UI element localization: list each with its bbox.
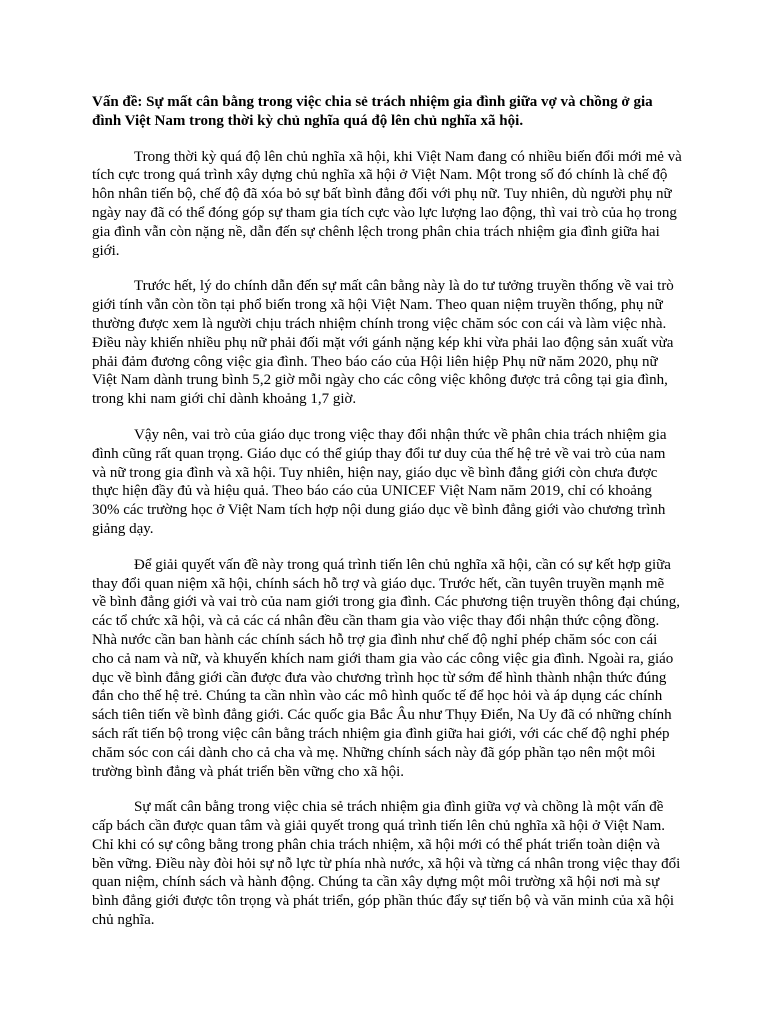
paragraph-education: Vậy nên, vai trò của giáo dục trong việc thay đổi nhận thức về phân chia trách nhiệm gia đình cũng rất quan trọng. Giáo dục có thể giúp thay đổi tư duy của thế hệ trẻ về vai trò của nam và nữ trong gia đình và xã hội. Tuy nhiên, hiện nay, giáo dục về bình đẳng giới còn chưa được thực hiện đầy đủ và hiệu quả. Theo báo cáo của UNICEF Việt Nam năm 2019, chỉ có khoảng 30% các trường học ở Việt Nam tích hợp nội dung giáo dục về bình đẳng giới vào chương trình giảng dạy. — [92, 426, 667, 537]
document-page — [92, 93, 682, 947]
document-title: Vấn đề: Sự mất cân bằng trong việc chia sẻ trách nhiệm gia đình giữa vợ và chồng ở gia đình Việt Nam trong thời kỳ chủ nghĩa quá độ lên chủ nghĩa xã hội. — [92, 94, 653, 129]
paragraph-introduction: Trong thời kỳ quá độ lên chủ nghĩa xã hội, khi Việt Nam đang có nhiều biến đổi mới mẻ và tích cực trong quá trình xây dựng chủ nghĩa xã hội ở Việt Nam. Một trong số đó chính là chế độ hôn nhân tiến bộ, chế độ đã xóa bỏ sự bất bình đẳng đối với phụ nữ. Tuy nhiên, dù người phụ nữ ngày nay đã có thể đóng góp sự tham gia tích cực vào lực lượng lao động, thì vai trò của họ trong gia đình vẫn còn nặng nề, dẫn đến sự chênh lệch trong phân chia trách nhiệm gia đình giữa hai giới. — [92, 148, 682, 259]
paragraph-conclusion: Sự mất cân bằng trong việc chia sẻ trách nhiệm gia đình giữa vợ và chồng là một vấn đề cấp bách cần được quan tâm và giải quyết trong quá trình tiến lên chủ nghĩa xã hội ở Việt Nam. Chỉ khi có sự công bằng trong phân chia trách nhiệm, xã hội mới có thể phát triển toàn diện và bền vững. Điều này đòi hỏi sự nỗ lực từ phía nhà nước, xã hội và từng cá nhân trong việc thay đổi quan niệm, chính sách và hành động. Chúng ta cần xây dựng một môi trường xã hội nơi mà sự bình đẳng giới được tôn trọng và phát triển, góp phần thúc đẩy sự tiến bộ và văn minh của xã hội chủ nghĩa. — [92, 799, 681, 929]
paragraph-solutions: Để giải quyết vấn đề này trong quá trình tiến lên chủ nghĩa xã hội, cần có sự kết hợp giữa thay đổi quan niệm xã hội, chính sách hỗ trợ và giáo dục. Trước hết, cần tuyên truyền mạnh mẽ về bình đẳng giới và vai trò của nam giới trong gia đình. Các phương tiện truyền thông đại chúng, các tổ chức xã hội, và cả các cá nhân đều cần tham gia vào việc thay đổi nhận thức cộng đồng. Nhà nước cần ban hành các chính sách hỗ trợ gia đình như chế độ nghỉ phép chăm sóc con cái cho cả nam và nữ, và khuyến khích nam giới tham gia vào các công việc gia đình. Ngoài ra, giáo dục về bình đẳng giới cần được đưa vào chương trình học từ sớm để hình thành nhận thức đúng đắn cho thế hệ trẻ. Chúng ta cần nhìn vào các mô hình quốc tế để học hỏi và áp dụng các chính sách tiên tiến về bình đẳng giới. Các quốc gia Bắc Âu như Thụy Điển, Na Uy đã có những chính sách rất tiến bộ trong việc cân bằng trách nhiệm gia đình giữa hai giới, với các chế độ nghỉ phép chăm sóc con cái dành cho cả cha và mẹ. Những chính sách này đã góp phần tạo nên một môi trường bình đẳng và phát triển bền vững cho xã hội. — [92, 556, 681, 780]
paragraph-cause: Trước hết, lý do chính dẫn đến sự mất cân bằng này là do tư tưởng truyền thống về vai trò giới tính vẫn còn tồn tại phổ biến trong xã hội Việt Nam. Theo quan niệm truyền thống, phụ nữ thường được xem là người chịu trách nhiệm chính trong việc chăm sóc con cái và làm việc nhà. Điều này khiến nhiều phụ nữ phải đối mặt với gánh nặng kép khi vừa phải lao động sản xuất vừa phải đảm đương công việc gia đình. Theo báo cáo của Hội liên hiệp Phụ nữ năm 2020, phụ nữ Việt Nam dành trung bình 5,2 giờ mỗi ngày cho các công việc không được trả công tại gia đình, trong khi nam giới chỉ dành khoảng 1,7 giờ. — [92, 278, 674, 408]
